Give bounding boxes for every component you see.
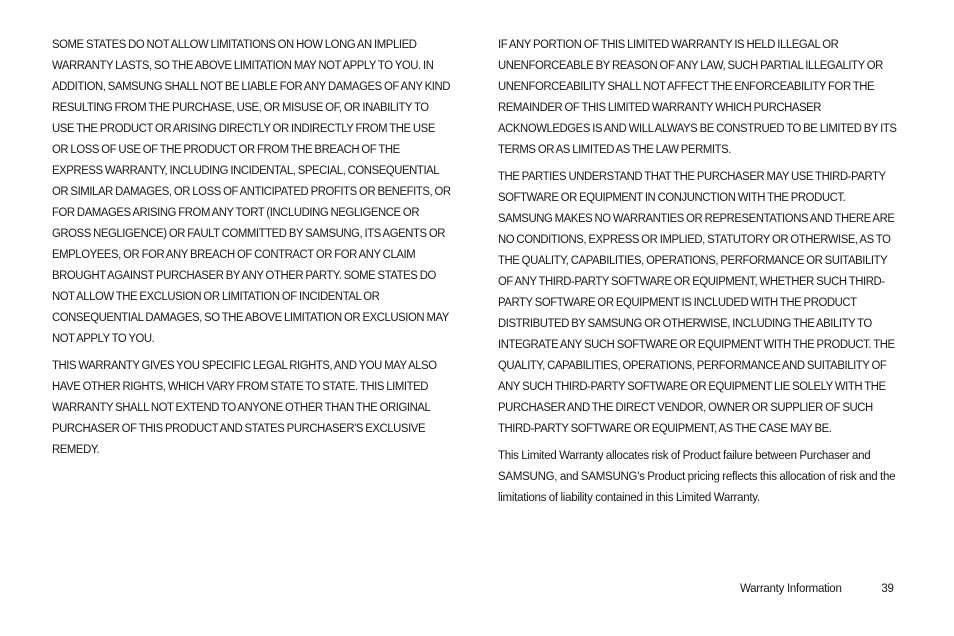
right-column [498,34,898,514]
legal-rights-paragraph: THIS WARRANTY GIVES YOU SPECIFIC LEGAL RIGHTS, AND YOU MAY ALSO HAVE OTHER RIGHTS, WHICH VARY FROM STATE TO STATE. THIS LIMITED WARRANTY SHALL NOT EXTEND TO ANYONE OTHER THAN THE ORIGINAL PURCHASER OF THIS PRODUCT AND STATES PURCHASER'S EXCLUSIVE REMEDY. [52,358,437,456]
third-party-software-paragraph: THE PARTIES UNDERSTAND THAT THE PURCHASER MAY USE THIRD-PARTY SOFTWARE OR EQUIPMENT IN CONJUNCTION WITH THE PRODUCT. SAMSUNG MAKES NO WARRANTIES OR REPRESENTATIONS AND THERE ARE NO CONDITIONS, EXPRESS OR IMPLIED, STATUTORY OR OTHERWISE, AS TO THE QUALITY, CAPABILITIES, OPERATIONS, PERFORMANCE OR SUITABILITY OF ANY THIRD-PARTY SOFTWARE OR EQUIPMENT, WHETHER SUCH THIRD-PARTY SOFTWARE OR EQUIPMENT IS INCLUDED WITH THE PRODUCT DISTRIBUTED BY SAMSUNG OR OTHERWISE, INCLUDING THE ABILITY TO INTEGRATE ANY SUCH SOFTWARE OR EQUIPMENT WITH THE PRODUCT. THE QUALITY, CAPABILITIES, OPERATIONS, PERFORMANCE AND SUITABILITY OF ANY SUCH THIRD-PARTY SOFTWARE OR EQUIPMENT LIE SOLELY WITH THE PURCHASER AND THE DIRECT VENDOR, OWNER OR SUPPLIER OF SUCH THIRD-PARTY SOFTWARE OR EQUIPMENT, AS THE CASE MAY BE. [498,169,895,435]
footer-section-title: Warranty Information [739,581,842,595]
left-column [52,34,452,466]
page-number: 39 [881,581,894,595]
severability-paragraph: IF ANY PORTION OF THIS LIMITED WARRANTY IS HELD ILLEGAL OR UNENFORCEABLE BY REASON OF ANY LAW, SUCH PARTIAL ILLEGALITY OR UNENFORCEABILITY SHALL NOT AFFECT THE ENFORCEABILITY FOR THE REMAINDER OF THIS LIMITED WARRANTY WHICH PURCHASER ACKNOWLEDGES IS AND WILL ALWAYS BE CONSTRUED TO BE LIMITED BY ITS TERMS OR AS LIMITED AS THE LAW PERMITS. [498,37,897,156]
limitation-of-damages-paragraph: SOME STATES DO NOT ALLOW LIMITATIONS ON HOW LONG AN IMPLIED WARRANTY LASTS, SO THE ABOVE LIMITATION MAY NOT APPLY TO YOU. IN ADDITION, SAMSUNG SHALL NOT BE LIABLE FOR ANY DAMAGES OF ANY KIND RESULTING FROM THE PURCHASE, USE, OR MISUSE OF, OR INABILITY TO USE THE PRODUCT OR ARISING DIRECTLY OR INDIRECTLY FROM THE USE OR LOSS OF USE OF THE PRODUCT OR FROM THE BREACH OF THE EXPRESS WARRANTY, INCLUDING INCIDENTAL, SPECIAL, CONSEQUENTIAL OR SIMILAR DAMAGES, OR LOSS OF ANTICIPATED PROFITS OR BENEFITS, OR FOR DAMAGES ARISING FROM ANY TORT (INCLUDING NEGLIGENCE OR GROSS NEGLIGENCE) OR FAULT COMMITTED BY SAMSUNG, ITS AGENTS OR EMPLOYEES, OR FOR ANY BREACH OF CONTRACT OR FOR ANY CLAIM BROUGHT AGAINST PURCHASER BY ANY OTHER PARTY. SOME STATES DO NOT ALLOW THE EXCLUSION OR LIMITATION OF INCIDENTAL OR CONSEQUENTIAL DAMAGES, SO THE ABOVE LIMITATION OR EXCLUSION MAY NOT APPLY TO YOU. [52,37,451,345]
risk-allocation-paragraph: This Limited Warranty allocates risk of Product failure between Purchaser and SAMSUNG, and SAMSUNG's Product pricing reflects this allocation of risk and the limitations of liability contained in this Limited Warranty. [498,448,896,504]
